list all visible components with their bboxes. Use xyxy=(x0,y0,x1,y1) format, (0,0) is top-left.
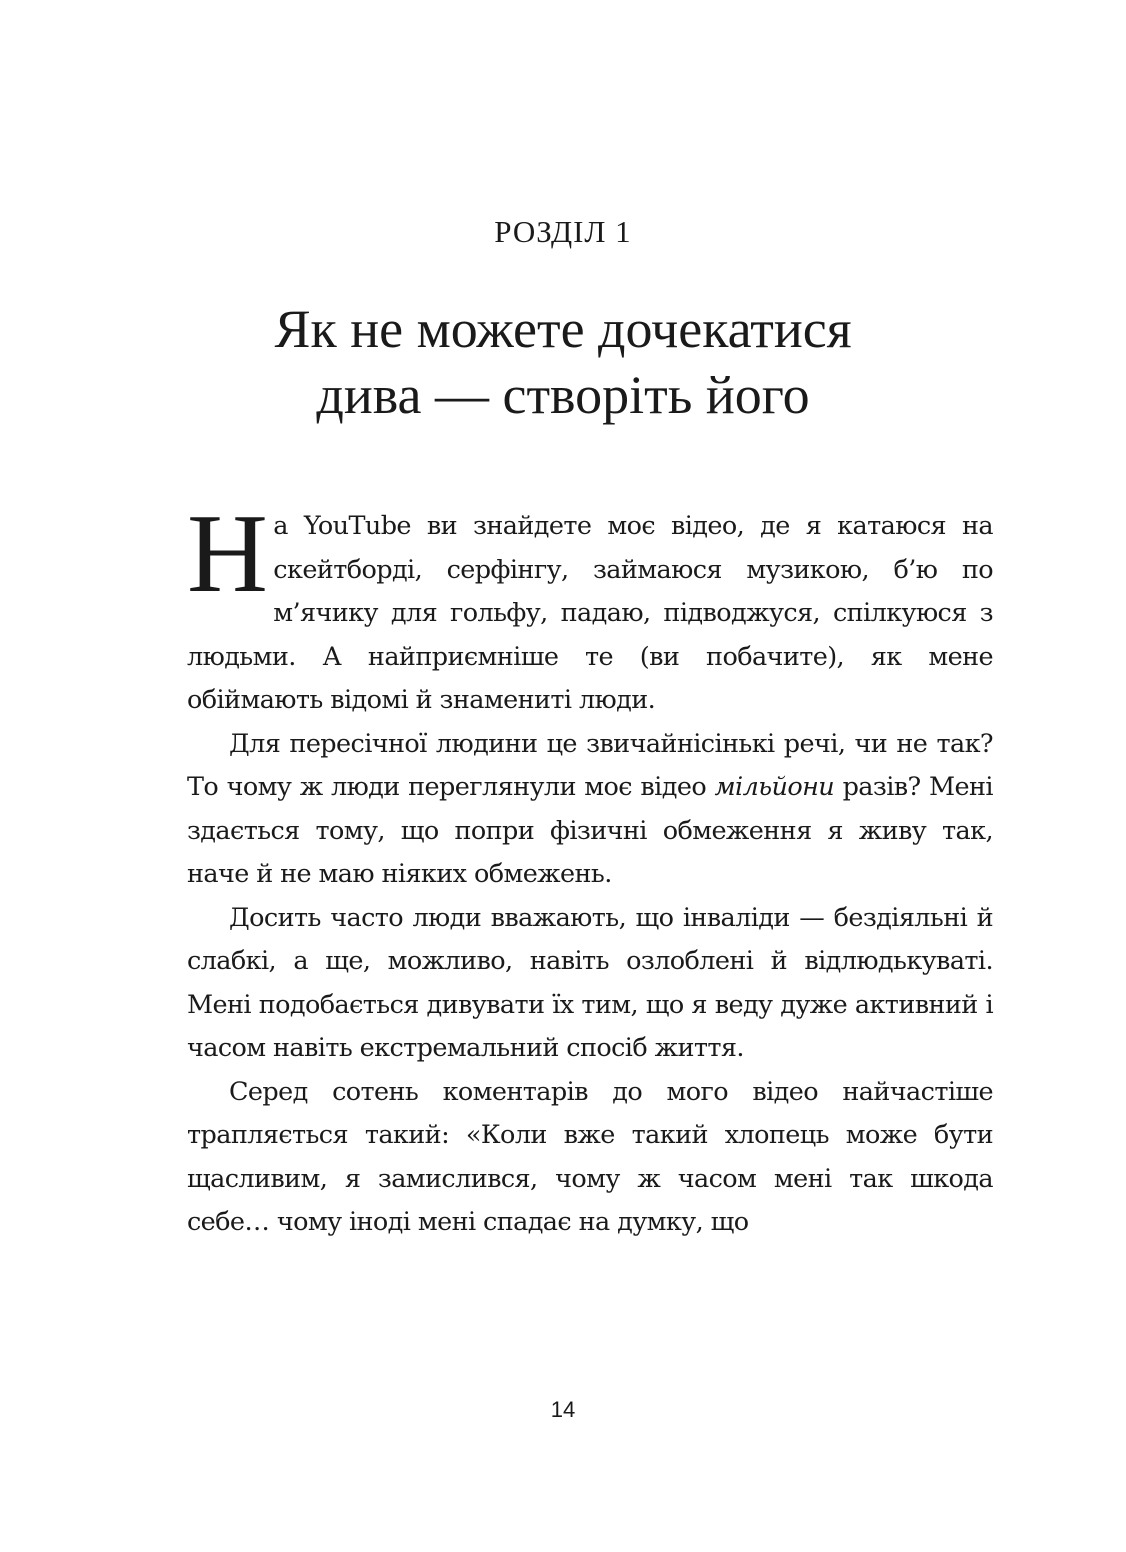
drop-cap: Н xyxy=(187,492,268,616)
chapter-title xyxy=(0,296,1126,428)
page-number: 14 xyxy=(550,1397,576,1422)
paragraph-2-text-a: Для пересічної людини це звичайнісінькі речі, чи не так? То чому ж люди переглянули моє відео xyxy=(187,728,993,802)
paragraph-3: Досить часто люди вважають, що інваліди — бездіяльні й слабкі, а ще, можливо, навіть озлоблені й відлюдькуваті. Мені подобається дивувати їх тим, що я веду дуже активний і часом навіть екстремальний спосіб життя. xyxy=(187,902,993,1063)
paragraph-1-text: а YouTube ви знайдете моє відео, де я катаюся на скейтборді, серфінгу, займаюся музикою, б’ю по м’ячику для гольфу, падаю, підводжуся, спілкуюся з людьми. А найприємніше те (ви побачите), як мене обіймають відомі й знамениті люди. xyxy=(187,511,993,715)
chapter-title-line-2: дива — створіть його xyxy=(316,365,810,425)
paragraph-2-text-b: разів? Мені здається тому, що попри фізичні обмеження я живу так, наче й не маю ніяких обмежень. xyxy=(187,772,993,889)
body-text xyxy=(187,492,993,1245)
paragraph-1 xyxy=(187,492,993,723)
chapter-label: РОЗДІЛ 1 xyxy=(494,214,632,249)
paragraph-2 xyxy=(187,723,993,897)
paragraph-4: Серед сотень коментарів до мого відео найчастіше трапляється такий: «Коли вже такий хлопець може бути щасливим, я замислився, чому ж часом мені так шкода себе… чому іноді мені спадає на думку, що xyxy=(187,1076,993,1237)
chapter-title-line-1: Як не можете дочекатися xyxy=(274,299,852,359)
paragraph-2-emphasis: мільйони xyxy=(714,772,835,802)
